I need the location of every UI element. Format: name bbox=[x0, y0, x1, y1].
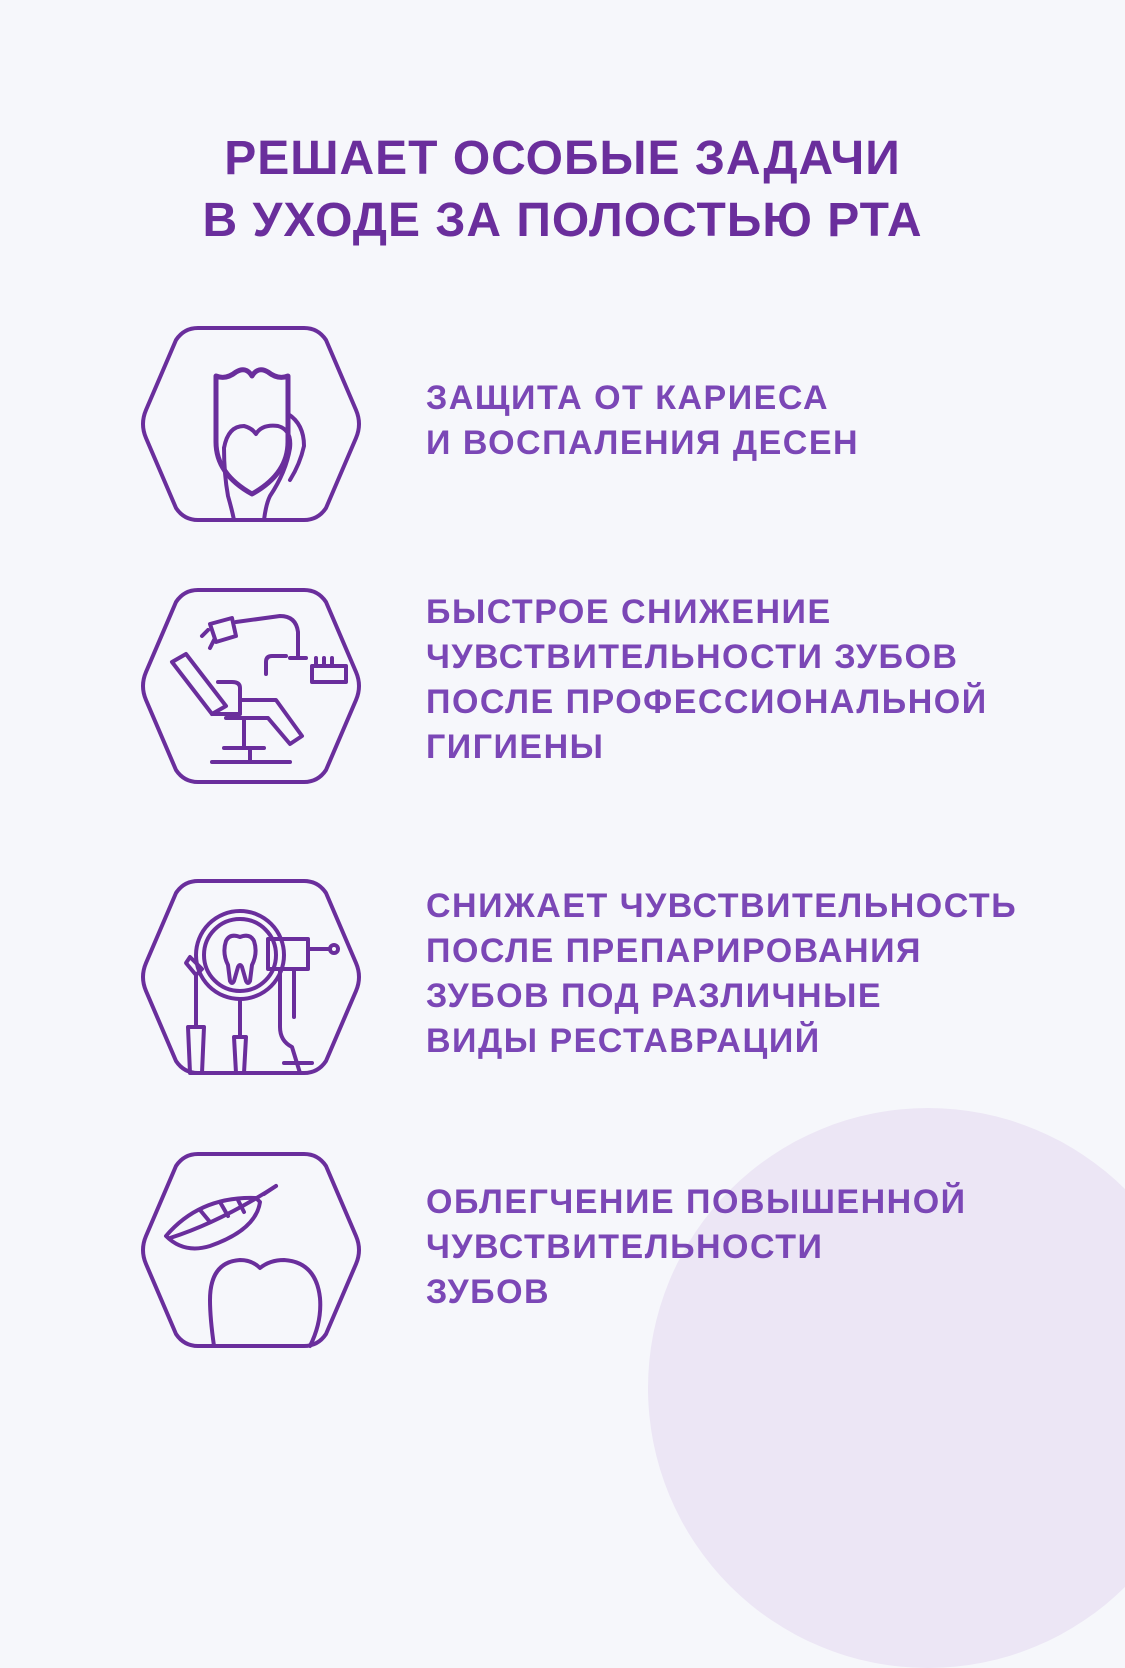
feature-3-line-1: СНИЖАЕТ ЧУВСТВИТЕЛЬНОСТЬ bbox=[426, 887, 1018, 925]
feature-1-line-1: ЗАЩИТА ОТ КАРИЕСА bbox=[426, 379, 830, 417]
feature-2-line-4: ГИГИЕНЫ bbox=[426, 728, 605, 766]
feature-2-text bbox=[426, 590, 988, 770]
feature-3-text bbox=[426, 884, 1017, 1064]
feature-4-line-3: ЗУБОВ bbox=[426, 1273, 551, 1311]
shield-tooth-icon bbox=[140, 324, 362, 524]
feature-4-line-1: ОБЛЕГЧЕНИЕ ПОВЫШЕННОЙ bbox=[426, 1183, 967, 1221]
feature-4-text bbox=[426, 1180, 967, 1315]
feature-4-line-2: ЧУВСТВИТЕЛЬНОСТИ bbox=[426, 1228, 824, 1266]
dental-tools-icon bbox=[140, 877, 362, 1077]
dental-chair-icon bbox=[140, 586, 362, 786]
feature-2-line-3: ПОСЛЕ ПРОФЕССИОНАЛЬНОЙ bbox=[426, 683, 988, 721]
feature-3-line-3: ЗУБОВ ПОД РАЗЛИЧНЫЕ bbox=[426, 977, 883, 1015]
feature-2-line-1: БЫСТРОЕ СНИЖЕНИЕ bbox=[426, 593, 832, 631]
feature-3-line-4: ВИДЫ РЕСТАВРАЦИЙ bbox=[426, 1022, 821, 1060]
feature-1-line-2: И ВОСПАЛЕНИЯ ДЕСЕН bbox=[426, 424, 860, 462]
title-line-1: РЕШАЕТ ОСОБЫЕ ЗАДАЧИ bbox=[224, 132, 901, 185]
feature-1-text bbox=[426, 376, 859, 466]
feather-tooth-icon bbox=[140, 1150, 362, 1350]
page-title bbox=[0, 128, 1125, 252]
title-line-2: В УХОДЕ ЗА ПОЛОСТЬЮ РТА bbox=[202, 194, 923, 247]
feature-2-line-2: ЧУВСТВИТЕЛЬНОСТИ ЗУБОВ bbox=[426, 638, 959, 676]
feature-3-line-2: ПОСЛЕ ПРЕПАРИРОВАНИЯ bbox=[426, 932, 922, 970]
